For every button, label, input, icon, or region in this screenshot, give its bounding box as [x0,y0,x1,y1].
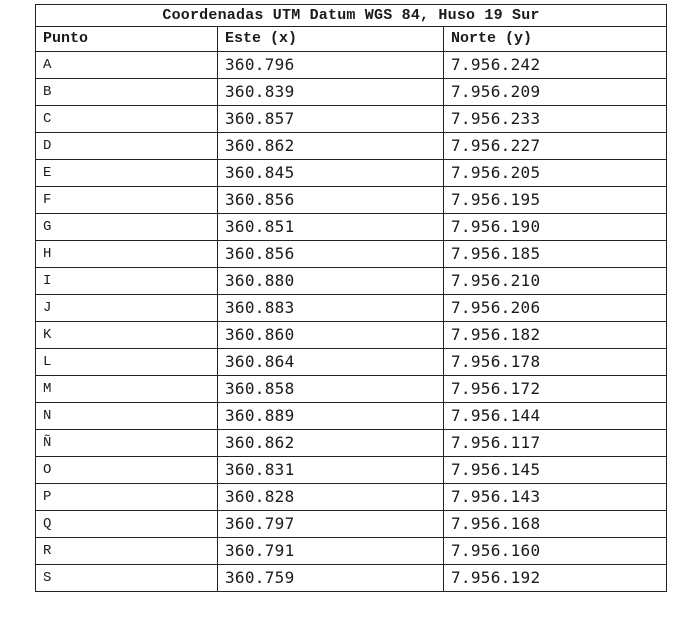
cell-punto: B [36,79,218,106]
table-row [36,52,667,79]
cell-punto: D [36,133,218,160]
cell-norte: 7.956.205 [444,160,667,187]
table-row [36,322,667,349]
cell-este: 360.759 [218,565,444,592]
cell-punto: J [36,295,218,322]
cell-norte: 7.956.143 [444,484,667,511]
cell-norte: 7.956.209 [444,79,667,106]
table-row [36,565,667,592]
table-row [36,538,667,565]
coordinates-document [35,4,666,592]
cell-norte: 7.956.145 [444,457,667,484]
cell-este: 360.796 [218,52,444,79]
table-row [36,295,667,322]
cell-punto: H [36,241,218,268]
cell-norte: 7.956.172 [444,376,667,403]
cell-punto: Ñ [36,430,218,457]
cell-este: 360.831 [218,457,444,484]
cell-punto: S [36,565,218,592]
cell-norte: 7.956.210 [444,268,667,295]
table-row [36,268,667,295]
table-row [36,160,667,187]
cell-norte: 7.956.233 [444,106,667,133]
cell-este: 360.862 [218,430,444,457]
table-row [36,79,667,106]
cell-este: 360.860 [218,322,444,349]
cell-punto: L [36,349,218,376]
cell-norte: 7.956.206 [444,295,667,322]
cell-este: 360.858 [218,376,444,403]
cell-punto: P [36,484,218,511]
cell-norte: 7.956.178 [444,349,667,376]
header-punto: Punto [36,27,218,52]
table-row [36,430,667,457]
cell-norte: 7.956.182 [444,322,667,349]
header-norte: Norte (y) [444,27,667,52]
cell-norte: 7.956.185 [444,241,667,268]
table-row [36,511,667,538]
cell-norte: 7.956.242 [444,52,667,79]
cell-norte: 7.956.227 [444,133,667,160]
cell-este: 360.791 [218,538,444,565]
table-row [36,133,667,160]
cell-norte: 7.956.195 [444,187,667,214]
cell-este: 360.857 [218,106,444,133]
cell-este: 360.839 [218,79,444,106]
cell-punto: E [36,160,218,187]
cell-este: 360.862 [218,133,444,160]
cell-este: 360.828 [218,484,444,511]
cell-punto: K [36,322,218,349]
cell-punto: N [36,403,218,430]
cell-este: 360.797 [218,511,444,538]
cell-punto: C [36,106,218,133]
table-row [36,457,667,484]
cell-este: 360.845 [218,160,444,187]
cell-norte: 7.956.168 [444,511,667,538]
header-este: Este (x) [218,27,444,52]
coordinates-table [35,4,667,592]
cell-norte: 7.956.190 [444,214,667,241]
table-header-row [36,27,667,52]
cell-punto: A [36,52,218,79]
cell-este: 360.856 [218,187,444,214]
cell-norte: 7.956.144 [444,403,667,430]
cell-este: 360.880 [218,268,444,295]
cell-norte: 7.956.160 [444,538,667,565]
cell-punto: Q [36,511,218,538]
table-row [36,484,667,511]
table-row [36,241,667,268]
table-row [36,214,667,241]
table-row [36,403,667,430]
table-title-row [36,5,667,27]
cell-este: 360.864 [218,349,444,376]
cell-punto: R [36,538,218,565]
table-row [36,106,667,133]
cell-este: 360.856 [218,241,444,268]
cell-punto: G [36,214,218,241]
cell-este: 360.883 [218,295,444,322]
cell-norte: 7.956.117 [444,430,667,457]
cell-este: 360.889 [218,403,444,430]
table-row [36,376,667,403]
cell-punto: M [36,376,218,403]
cell-punto: O [36,457,218,484]
cell-punto: I [36,268,218,295]
cell-norte: 7.956.192 [444,565,667,592]
table-row [36,187,667,214]
table-body [36,52,667,592]
cell-este: 360.851 [218,214,444,241]
table-title: Coordenadas UTM Datum WGS 84, Huso 19 Sur [36,5,667,27]
table-row [36,349,667,376]
cell-punto: F [36,187,218,214]
